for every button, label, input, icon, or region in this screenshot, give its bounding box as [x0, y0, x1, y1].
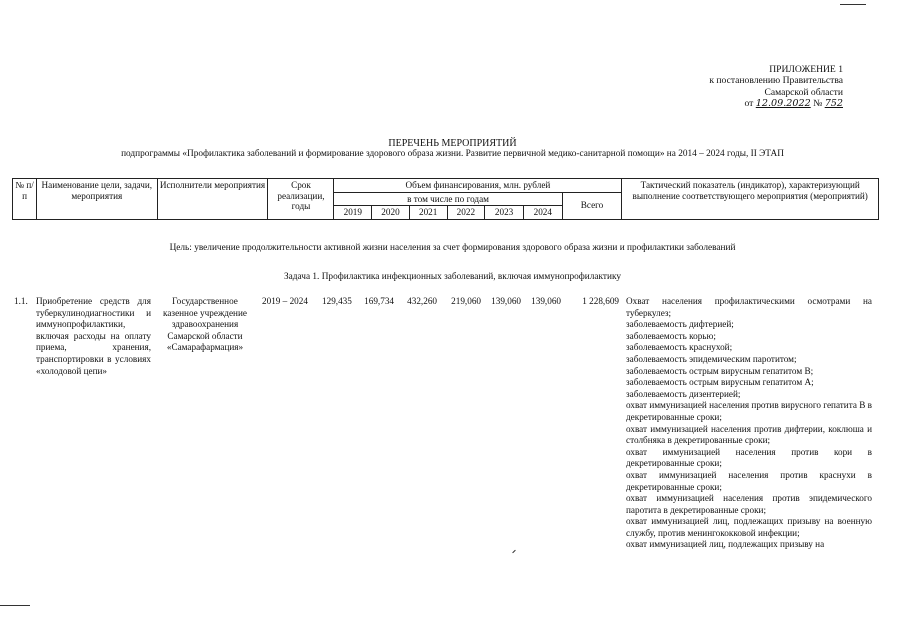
appendix-number: 752 [824, 98, 843, 110]
header-year: 2024 [523, 206, 562, 220]
row-funding-values [322, 296, 619, 308]
indicator-item: охват иммунизацией лиц, подлежащих призыву на [626, 539, 825, 550]
task-heading: Задача 1. Профилактика инфекционных заболеваний, включая иммунопрофилактику [284, 272, 621, 282]
indicator-item: заболеваемость острым вирусным гепатитом В; [626, 365, 814, 376]
row-executor: Государственное казенное учреждение здравоохранения Самарской области «Самарафармация» [163, 296, 247, 353]
indicator-item: охват иммунизацией населения против эпидемического паротита в декретированные сроки; [626, 493, 872, 515]
value-2023: 139,060 [491, 296, 521, 306]
header-name: Наименование цели, задачи, мероприятия [37, 179, 157, 220]
appendix-date: 12.09.2022 [755, 98, 811, 110]
value-2021: 432,260 [407, 296, 437, 306]
scan-mark [840, 4, 866, 5]
indicator-item: охват иммунизацией населения против вирусного гепатита В в декретированные сроки; [626, 400, 872, 422]
value-2019: 129,435 [322, 296, 352, 306]
appendix-block [709, 64, 843, 110]
value-2024: 139,060 [531, 296, 561, 306]
indicator-item: заболеваемость дифтерией; [626, 319, 734, 330]
row-measure-name: Приобретение средств для туберкулинодиагностики и иммунопрофилактики, включая расходы на оплату приема, хранения, транспортировки в условиях «холодовой цепи» [36, 296, 151, 376]
indicator-item: заболеваемость краснухой; [626, 342, 733, 353]
header-executors: Исполнители мероприятия [157, 179, 268, 220]
header-year: 2023 [485, 206, 524, 220]
indicator-item: заболеваемость эпидемическим паротитом; [626, 353, 797, 364]
appendix-num-sign: № [813, 98, 823, 110]
indicator-item: охват иммунизацией населения против дифтерии, коклюша и столбняка в декретированные сроки; [626, 423, 872, 446]
appendix-region: Самарской области [764, 86, 843, 98]
value-2022: 219,060 [451, 296, 481, 306]
header-indicator: Тактический показатель (индикатор), характеризующий выполнение соответствующего мероприятия (мероприятий) [622, 179, 879, 220]
document-subtitle: подпрограммы «Профилактика заболеваний и формирование здорового образа жизни. Развитие первичной медико-санитарной помощи» на 2014 – 2024 годы, II ЭТАП [121, 149, 784, 159]
indicator-item: заболеваемость острым вирусным гепатитом А; [626, 377, 814, 388]
row-indicators [626, 296, 872, 551]
header-year: 2022 [447, 206, 485, 220]
indicator-item: охват иммунизацией населения против краснухи в декретированные сроки; [626, 469, 872, 492]
indicator-item: охват иммунизацией населения против кори в декретированные сроки; [626, 446, 872, 469]
row-period: 2019 – 2024 [262, 296, 308, 306]
row-number: 1.1. [14, 296, 28, 306]
header-year: 2021 [409, 206, 447, 220]
document-title: ПЕРЕЧЕНЬ МЕРОПРИЯТИЙ [388, 138, 517, 149]
appendix-decree: к постановлению Правительства [709, 75, 843, 87]
value-total: 1 228,609 [582, 296, 619, 306]
header-total: Всего [562, 192, 622, 219]
indicator-item: охват иммунизацией лиц, подлежащих призыву на военную службу, против менингококковой инфекции; [626, 516, 872, 538]
indicator-item: заболеваемость дизентерией; [626, 388, 741, 399]
header-by-years: в том числе по годам [334, 192, 562, 206]
goal-text: Цель: увеличение продолжительности активной жизни населения за счет формирования здорового образа жизни и профилактики заболеваний [169, 243, 736, 253]
value-2020: 169,734 [364, 296, 394, 306]
appendix-from: от [744, 98, 754, 110]
header-period: Срок реализации, годы [268, 179, 334, 220]
appendix-date-line [709, 98, 843, 109]
scan-mark [512, 550, 516, 554]
appendix-title: ПРИЛОЖЕНИЕ 1 [769, 64, 843, 75]
scan-mark [0, 605, 30, 606]
indicator-item: заболеваемость корью; [626, 330, 716, 341]
header-funding: Объем финансирования, млн. рублей [334, 179, 622, 193]
header-table [12, 178, 879, 220]
indicator-item: Охват населения профилактическими осмотрами на туберкулез; [626, 296, 872, 318]
header-year: 2019 [334, 206, 372, 220]
header-num: № п/п [13, 179, 37, 220]
header-year: 2020 [372, 206, 410, 220]
